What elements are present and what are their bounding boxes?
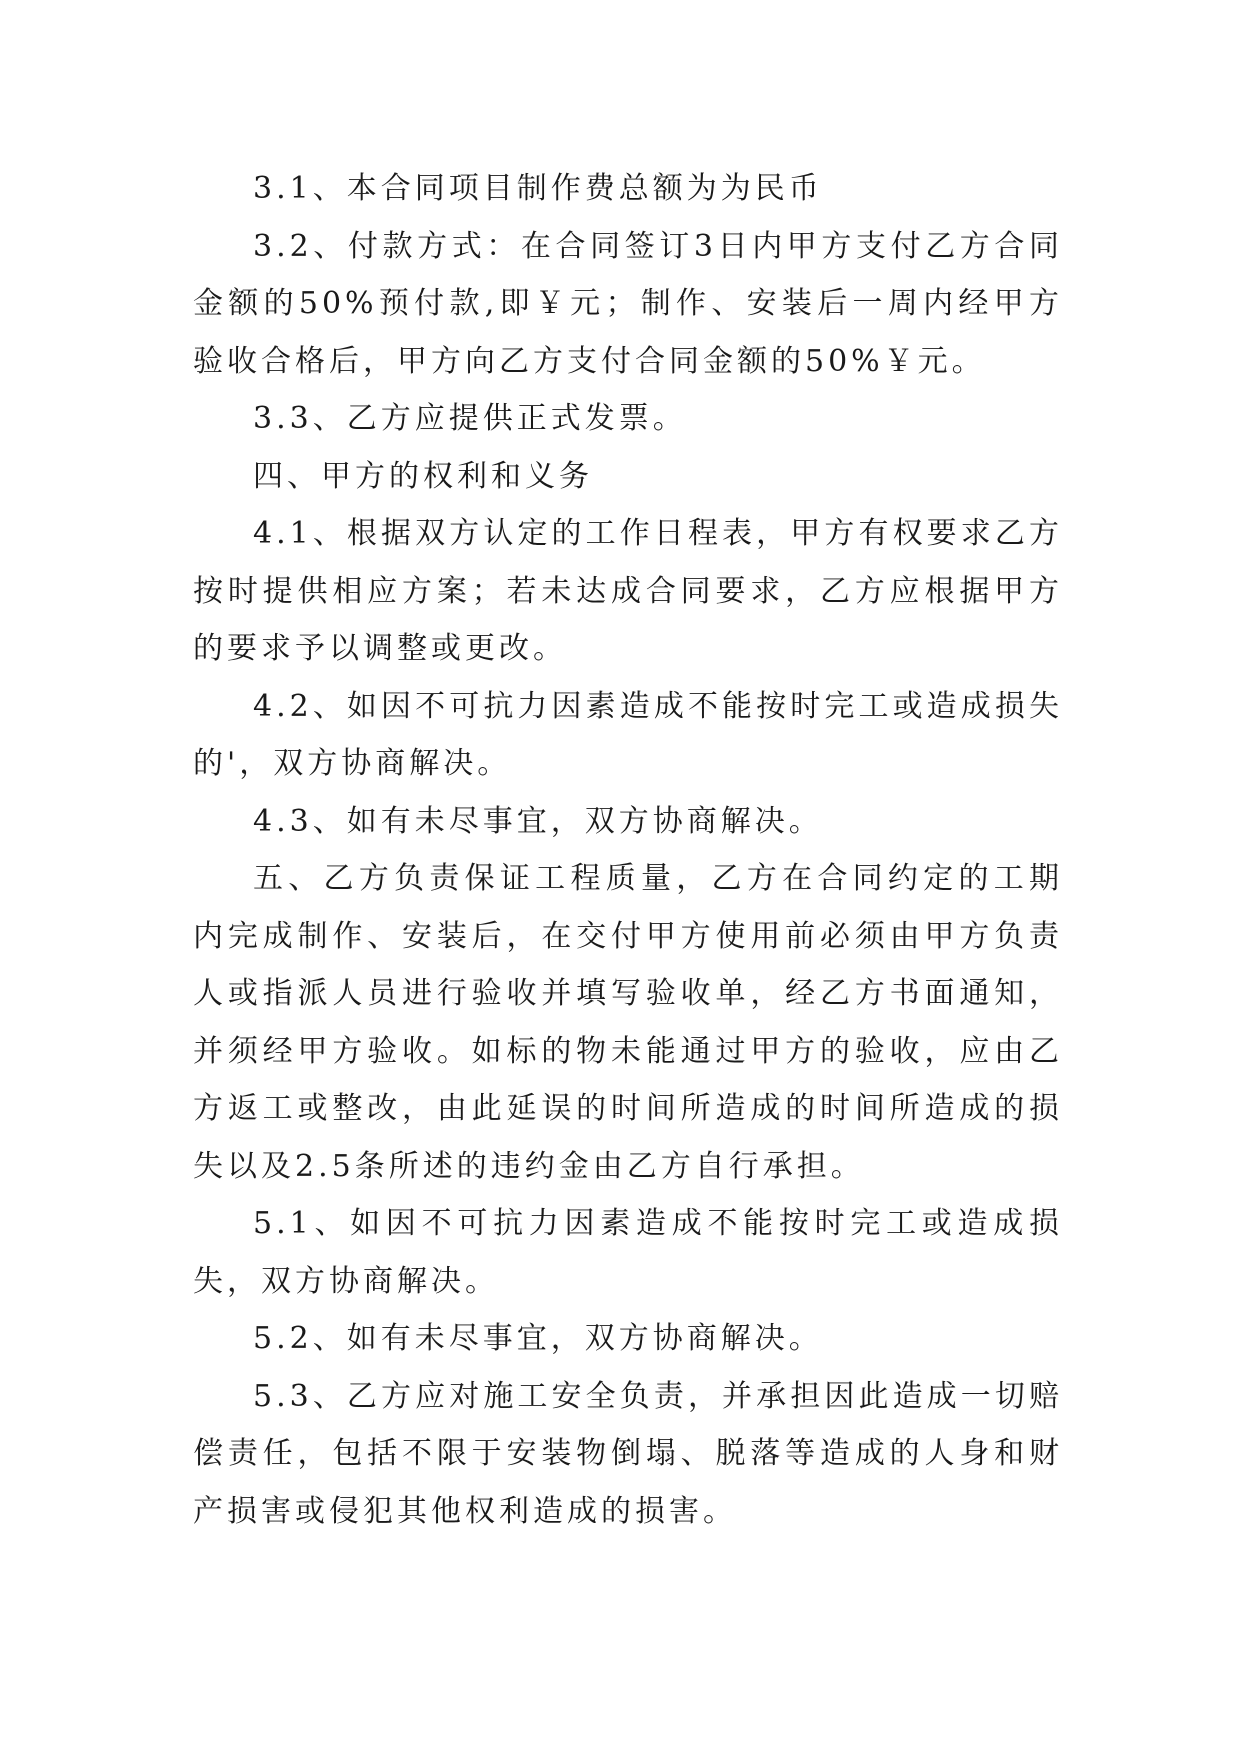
- clause-3-3: 3.3、乙方应提供正式发票。: [253, 401, 687, 436]
- clause-4-2: 4.2、如因不可抗力因素造成不能按时完工或造成损失的'，双方协商解决。: [193, 688, 1063, 781]
- clause-4-1: 4.1、根据双方认定的工作日程表，甲方有权要求乙方按时提供相应方案；若未达成合同要求，乙方应根据甲方的要求予以调整或更改。: [193, 516, 1063, 666]
- section-5-quality: 五、乙方负责保证工程质量，乙方在合同约定的工期内完成制作、安装后，在交付甲方使用前必须由甲方负责人或指派人员进行验收并填写验收单，经乙方书面通知，并须经甲方验收。如标的物未能通过甲方的验收，应由乙方返工或整改，由此延误的时间所造成的时间所造成的损失以及2.5条所述的违约金由乙方自行承担。: [193, 861, 1063, 1184]
- clause-5-1: 5.1、如因不可抗力因素造成不能按时完工或造成损失，双方协商解决。: [193, 1206, 1063, 1299]
- clause-4-3: 4.3、如有未尽事宜，双方协商解决。: [253, 803, 823, 839]
- clause-5-3: 5.3、乙方应对施工安全负责，并承担因此造成一切赔偿责任，包括不限于安装物倒塌、脱落等造成的人身和财产损害或侵犯其他权利造成的损害。: [193, 1378, 1063, 1529]
- document-body: [193, 160, 1063, 1540]
- clause-3-1: 3.1、本合同项目制作费总额为为民币: [253, 171, 823, 206]
- section-heading-4: 四、甲方的权利和义务: [253, 458, 593, 494]
- clause-5-2: 5.2、如有未尽事宜，双方协商解决。: [253, 1321, 823, 1356]
- clause-3-2-payment-terms: 3.2、付款方式：在合同签订3日内甲方支付乙方合同金额的50%预付款,即￥元；制作、安装后一周内经甲方验收合格后，甲方向乙方支付合同金额的50%￥元。: [193, 228, 1063, 379]
